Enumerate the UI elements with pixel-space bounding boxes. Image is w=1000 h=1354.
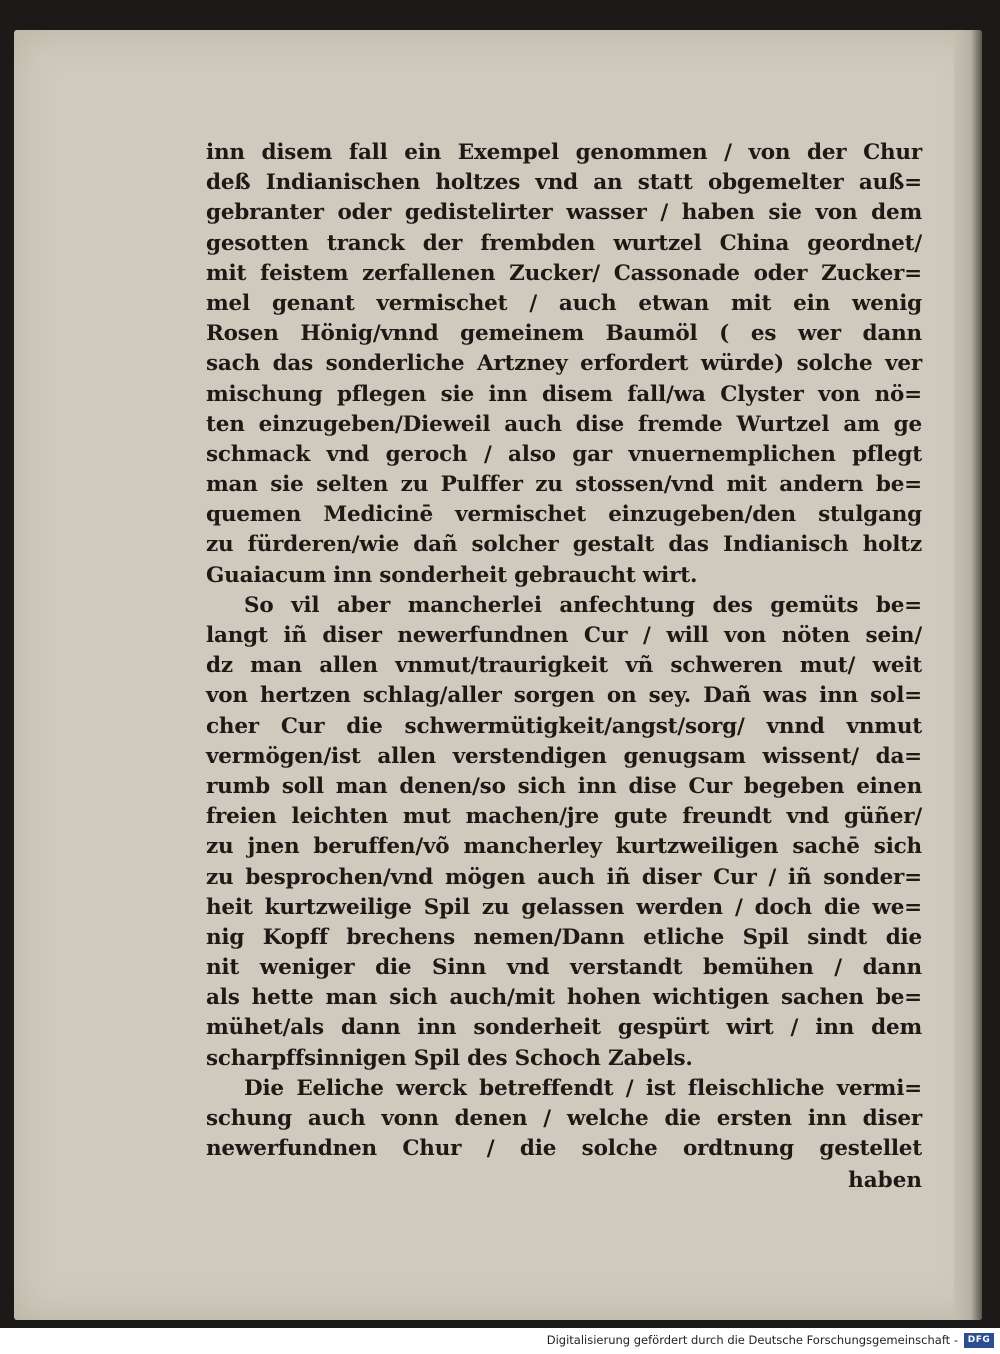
text-line: deß Indianischen holtzes vnd an statt obgemelter auß= (206, 170, 922, 196)
text-line: Rosen Hönig/vnnd gemeinem Baumöl ( es wer dann (206, 321, 922, 347)
text-line: schung auch vonn denen / welche die ersten inn diser (206, 1106, 922, 1131)
text-line: man sie selten zu Pulffer zu stossen/vnd mit andern be= (206, 472, 922, 498)
text-line: mel genant vermischet / auch etwan mit ein wenig (206, 290, 922, 316)
text-line: cher Cur die schwermütigkeit/angst/sorg/ vnnd vnmut (206, 713, 922, 739)
text-line: inn disem fall ein Exempel genommen / von der Chur (206, 140, 922, 165)
catchword: haben (848, 1168, 922, 1194)
text-line: schmack vnd geroch / also gar vnuernemplichen pflegt (206, 441, 922, 467)
text-line: scharpffsinnigen Spil des Schoch Zabels. (206, 1045, 693, 1071)
text-line: zu jnen beruffen/võ mancherley kurtzweiligen sachē sich (206, 834, 922, 860)
text-line: heit kurtzweilige Spil zu gelassen werden / doch die we= (206, 894, 922, 920)
page-text-block (206, 138, 922, 1196)
text-line: newerfundnen Chur / die solche ordtnung gestellet (206, 1136, 922, 1162)
text-line: vermögen/ist allen verstendigen genugsam wissent/ da= (206, 743, 922, 769)
text-line: nit weniger die Sinn vnd verstandt bemühen / dann (206, 955, 922, 981)
text-line: sach das sonderliche Artzney erfordert würde) solche ver (206, 351, 922, 377)
book-page (14, 30, 982, 1320)
text-line: dz man allen vnmut/traurigkeit vñ schweren mut/ weit (206, 653, 922, 679)
text-line: So vil aber mancherlei anfechtung des gemüts be= (244, 592, 922, 618)
text-line: als hette man sich auch/mit hohen wichtigen sachen be= (206, 985, 922, 1011)
text-line: nig Kopff brechens nemen/Dann etliche Spil sindt die (206, 924, 922, 950)
text-line: zu fürderen/wie dañ solcher gestalt das Indianisch holtz (206, 532, 922, 558)
text-line: langt iñ diser newerfundnen Cur / will von nöten sein/ (206, 623, 922, 648)
text-line: ten einzugeben/Dieweil auch dise fremde Wurtzel am ge (206, 411, 922, 437)
text-line: mit feistem zerfallenen Zucker/ Cassonade oder Zucker= (206, 260, 922, 286)
text-line: quemen Medicinē vermischet einzugeben/den stulgang (206, 502, 922, 528)
text-line: gebranter oder gedistelirter wasser / haben sie von dem (206, 200, 922, 226)
text-line: mischung pflegen sie inn disem fall/wa Clyster von nö= (206, 381, 922, 407)
funding-credit: Digitalisierung gefördert durch die Deutsche Forschungsgemeinschaft - (546, 1333, 958, 1347)
dfg-logo: DFG (964, 1333, 994, 1348)
text-line: von hertzen schlag/aller sorgen on sey. Dañ was inn sol= (206, 683, 922, 709)
text-line: Die Eeliche werck betreffendt / ist fleischliche vermi= (244, 1075, 922, 1101)
digitization-footer (0, 1328, 1000, 1354)
page-gutter (954, 30, 982, 1320)
text-line: Guaiacum inn sonderheit gebraucht wirt. (206, 562, 698, 588)
text-line: gesotten tranck der frembden wurtzel China geordnet/ (206, 230, 922, 256)
text-line: rumb soll man denen/so sich inn dise Cur begeben einen (206, 773, 922, 799)
text-line: zu besprochen/vnd mögen auch iñ diser Cur / iñ sonder= (206, 864, 922, 890)
text-line: mühet/als dann inn sonderheit gespürt wirt / inn dem (206, 1015, 922, 1041)
text-line: freien leichten mut machen/jre gute freundt vnd güñer/ (206, 804, 922, 830)
